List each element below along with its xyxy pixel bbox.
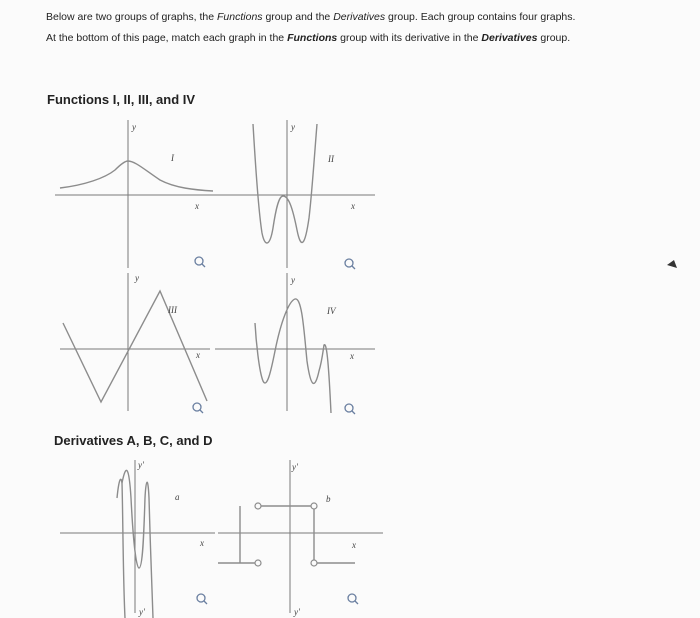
graph-a-curve-2	[122, 470, 153, 618]
graph-III-x-label: x	[196, 350, 200, 360]
graph-a-x-label: x	[200, 538, 204, 548]
graph-b-id-label: b	[326, 494, 331, 504]
text-run: Functions	[217, 11, 263, 23]
graph-IV-x-label: x	[350, 351, 354, 361]
instructions-paragraph-2	[46, 31, 606, 45]
text-run: Derivatives	[481, 32, 538, 44]
instructions	[46, 10, 606, 52]
graph-b-open-dot-2	[255, 503, 261, 509]
graph-I-y-label: y	[132, 122, 136, 132]
derivatives-heading: Derivatives A, B, C, and D	[54, 433, 213, 448]
zoom-icon[interactable]	[345, 404, 355, 414]
zoom-icon[interactable]	[195, 257, 205, 267]
graph-b-open-dot-3	[311, 503, 317, 509]
graph-a	[55, 458, 220, 618]
graph-IV-curve	[255, 299, 331, 413]
zoom-icon[interactable]	[348, 594, 358, 604]
graph-III-y-label: y	[135, 273, 139, 283]
graph-b	[218, 458, 383, 618]
zoom-icon[interactable]	[345, 259, 355, 269]
graph-I-id-label: I	[171, 153, 174, 163]
graph-III-id-label: III	[168, 305, 177, 315]
cursor-icon	[664, 259, 678, 273]
text-run: group and the	[262, 11, 334, 23]
graph-a-y-label: y'	[138, 460, 144, 470]
graph-I-curve	[60, 161, 213, 191]
text-run: group. Each group contains four graphs.	[385, 11, 576, 23]
text-run: Below are two groups of graphs, the	[46, 11, 218, 23]
text-run: Functions	[287, 32, 338, 44]
graph-a-curve-1	[122, 483, 125, 618]
graph-III	[55, 271, 215, 421]
zoom-icon[interactable]	[197, 594, 207, 604]
graph-b-x-label: x	[352, 540, 356, 550]
graph-b-open-dot-1	[255, 560, 261, 566]
instructions-paragraph-1	[46, 10, 606, 24]
graph-I	[55, 118, 215, 273]
text-run: group with its derivative in the	[337, 32, 482, 44]
graph-I-x-label: x	[195, 201, 199, 211]
graph-IV-id-label: IV	[327, 306, 336, 316]
text-run: group.	[537, 32, 571, 44]
zoom-icon[interactable]	[193, 403, 203, 413]
graph-II-id-label: II	[328, 154, 334, 164]
graph-II-curve	[253, 124, 317, 243]
graph-II-y-label: y	[291, 122, 295, 132]
graph-b-y-label: y'	[292, 462, 298, 472]
graph-b-open-dot-4	[311, 560, 317, 566]
graph-b-y-label-bottom: y'	[294, 607, 300, 617]
graph-a-curve-3	[117, 479, 122, 498]
functions-heading: Functions I, II, III, and IV	[47, 92, 196, 107]
graph-IV	[215, 271, 375, 421]
graph-IV-y-label: y	[291, 275, 295, 285]
graph-II	[215, 118, 375, 273]
text-run: At the bottom of this page, match each graph in the	[46, 32, 288, 44]
text-run: Derivatives	[333, 11, 386, 23]
graph-III-curve	[63, 291, 207, 402]
graph-II-x-label: x	[351, 201, 355, 211]
graph-a-id-label: a	[175, 492, 180, 502]
graph-a-y-label-bottom: y'	[139, 607, 145, 617]
